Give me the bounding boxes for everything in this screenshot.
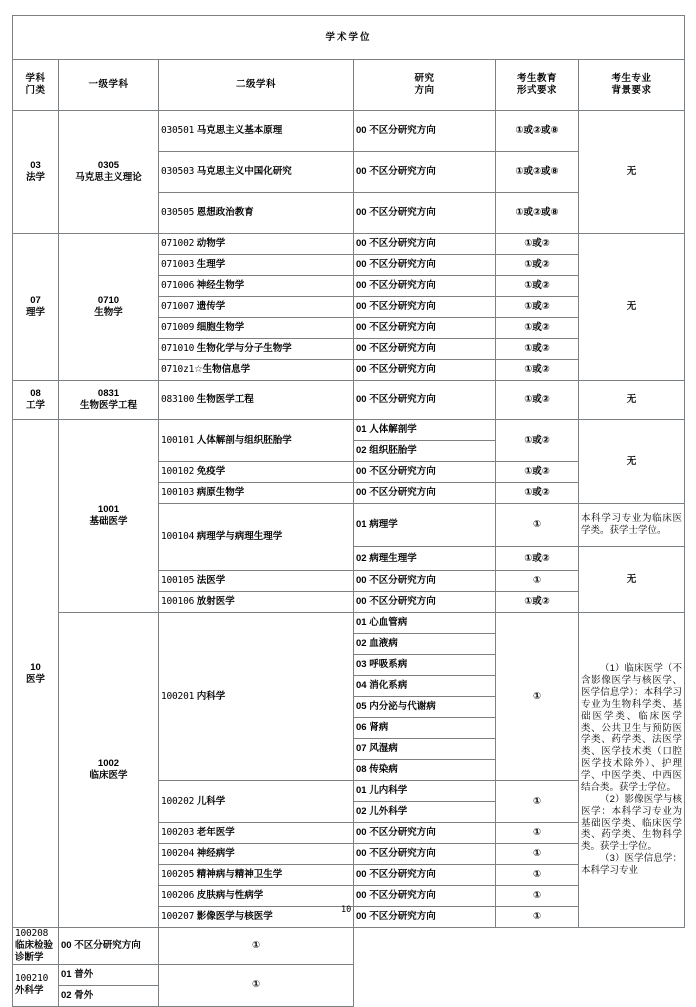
- education-requirement-cell: ①或②或⑧: [496, 111, 579, 152]
- header-education-requirement-line2: 形式要求: [516, 85, 557, 96]
- education-requirement-cell: ①或②或⑧: [496, 193, 579, 234]
- subject-code: 071002: [161, 238, 195, 250]
- direction-cell: 05 内分泌与代谢病: [354, 697, 496, 718]
- page-number: 10: [341, 905, 352, 915]
- discipline-cell: [59, 234, 159, 381]
- subject-name: 皮肤病与性病学: [196, 890, 264, 902]
- direction-cell: 00 不区分研究方向: [354, 152, 496, 193]
- education-requirement-cell: ①: [159, 964, 354, 1006]
- subject-name: 临床检验诊断学: [15, 939, 54, 963]
- subject-cell: [159, 571, 354, 592]
- direction-cell: 00 不区分研究方向: [354, 865, 496, 886]
- direction-cell: 00 不区分研究方向: [354, 592, 496, 613]
- category-name: 法学: [25, 172, 45, 183]
- discipline-code: 0710: [97, 295, 120, 307]
- discipline-cell: [59, 111, 159, 234]
- subject-code: 100103: [161, 487, 195, 499]
- header-second-level-discipline: 二级学科: [159, 60, 354, 111]
- subject-cell: [159, 381, 354, 420]
- subject-name: 神经生物学: [196, 280, 245, 292]
- direction-cell: 02 病理生理学: [354, 547, 496, 571]
- subject-name: 生理学: [196, 259, 226, 271]
- discipline-name: 临床医学: [89, 770, 128, 781]
- direction-cell: 00 不区分研究方向: [354, 297, 496, 318]
- degree-program-table: [12, 15, 685, 1007]
- education-requirement-cell: ①: [496, 613, 579, 781]
- discipline-name: 生物学: [94, 307, 123, 318]
- direction-cell: 00 不区分研究方向: [354, 360, 496, 381]
- subject-code: 100203: [161, 827, 195, 839]
- page-title: 学术学位: [13, 16, 685, 60]
- direction-cell: 02 儿外科学: [354, 802, 496, 823]
- subject-cell: [159, 152, 354, 193]
- subject-cell: [159, 234, 354, 255]
- subject-name: 病原生物学: [196, 487, 245, 499]
- subject-cell: [159, 420, 354, 462]
- category-code: 07: [30, 295, 41, 307]
- header-research-direction: [354, 60, 496, 111]
- education-requirement-cell: ①: [496, 886, 579, 907]
- discipline-code: 1002: [97, 758, 120, 770]
- subject-name: 儿科学: [196, 795, 226, 807]
- discipline-cell: [59, 613, 159, 928]
- subject-cell: [159, 318, 354, 339]
- subject-name: 免疫学: [196, 466, 226, 478]
- education-requirement-cell: ①或②: [496, 276, 579, 297]
- subject-cell: [159, 462, 354, 483]
- direction-cell: 02 组织胚胎学: [354, 441, 496, 462]
- subject-name: 外科学: [15, 985, 44, 997]
- subject-name: 生物医学工程: [196, 394, 254, 406]
- header-research-direction-line1: 研究: [414, 73, 435, 85]
- direction-cell: 00 不区分研究方向: [354, 193, 496, 234]
- subject-code: 071006: [161, 280, 195, 292]
- education-requirement-cell: ①或②或⑧: [496, 152, 579, 193]
- subject-cell: [159, 886, 354, 907]
- direction-cell: 00 不区分研究方向: [354, 255, 496, 276]
- subject-cell: [13, 928, 59, 965]
- education-requirement-cell: ①: [496, 571, 579, 592]
- subject-code: 071010: [161, 343, 195, 355]
- education-requirement-cell: ①: [496, 504, 579, 547]
- background-cell: 无: [579, 381, 685, 420]
- subject-name: 人体解剖与组织胚胎学: [196, 434, 292, 446]
- table-row: [13, 613, 685, 634]
- subject-code: 100104: [161, 531, 195, 543]
- background-paragraph-2: （2）影像医学与核医学：本科学习专业为基础医学类、临床医学类、药学类、生物科学类。获学士学位。: [581, 793, 683, 853]
- subject-code: 0710z1: [161, 364, 195, 376]
- category-code: 10: [30, 661, 41, 673]
- discipline-code: 0305: [97, 160, 120, 172]
- subject-cell: [159, 483, 354, 504]
- table-row: [13, 381, 685, 420]
- header-research-direction-line2: 方向: [414, 85, 435, 96]
- header-major-background-line2: 背景要求: [611, 85, 652, 96]
- education-requirement-cell: ①或②: [496, 381, 579, 420]
- direction-cell: 00 不区分研究方向: [354, 907, 496, 928]
- background-paragraph-3: （3）医学信息学：本科学习专业: [581, 853, 683, 876]
- background-cell: 无: [579, 111, 685, 234]
- subject-code: 100102: [161, 466, 195, 478]
- table-row: [13, 420, 685, 441]
- direction-cell: 01 儿内科学: [354, 781, 496, 802]
- education-requirement-cell: ①或②: [496, 592, 579, 613]
- direction-cell: 00 不区分研究方向: [354, 886, 496, 907]
- direction-cell: 00 不区分研究方向: [354, 339, 496, 360]
- subject-code: 030503: [161, 166, 195, 178]
- header-category: [13, 60, 59, 111]
- direction-cell: 00 不区分研究方向: [354, 276, 496, 297]
- subject-name: 恩想政治教育: [196, 207, 254, 219]
- subject-cell: [159, 360, 354, 381]
- direction-cell: 02 血液病: [354, 634, 496, 655]
- category-name: 工学: [25, 400, 45, 411]
- subject-cell: [159, 613, 354, 781]
- education-requirement-cell: ①: [496, 823, 579, 844]
- subject-cell: [159, 339, 354, 360]
- header-category-line2: 门类: [25, 85, 46, 96]
- subject-name: 生物化学与分子生物学: [196, 343, 292, 355]
- subject-code: 071007: [161, 301, 195, 313]
- subject-cell: [159, 297, 354, 318]
- discipline-name: 基础医学: [89, 516, 128, 527]
- header-major-background: [579, 60, 685, 111]
- direction-cell: 00 不区分研究方向: [354, 844, 496, 865]
- header-education-requirement-line1: 考生教育: [516, 73, 557, 85]
- education-requirement-cell: ①或②: [496, 255, 579, 276]
- background-cell: 本科学习专业为临床医学类。获学士学位。: [579, 504, 685, 547]
- subject-name: 精神病与精神卫生学: [196, 869, 283, 881]
- direction-cell: 00 不区分研究方向: [354, 462, 496, 483]
- education-requirement-cell: ①或②: [496, 462, 579, 483]
- subject-code: 100204: [161, 848, 195, 860]
- subject-cell: [159, 592, 354, 613]
- category-code: 03: [30, 160, 41, 172]
- subject-cell: [159, 907, 354, 928]
- subject-code: 071003: [161, 259, 195, 271]
- background-cell: 无: [579, 547, 685, 613]
- discipline-name: 生物医学工程: [79, 400, 137, 411]
- discipline-cell: [59, 420, 159, 613]
- table-header-row: [13, 60, 685, 111]
- education-requirement-cell: ①或②: [496, 318, 579, 339]
- education-requirement-cell: ①: [159, 928, 354, 965]
- subject-code: 100210: [15, 973, 49, 985]
- subject-cell: [159, 504, 354, 571]
- subject-cell: [159, 255, 354, 276]
- education-requirement-cell: ①或②: [496, 339, 579, 360]
- subject-cell: [159, 111, 354, 152]
- direction-cell: 06 肾病: [354, 718, 496, 739]
- background-cell: 无: [579, 420, 685, 504]
- discipline-code: 0831: [97, 388, 120, 400]
- discipline-name: 马克思主义理论: [75, 172, 142, 183]
- subject-cell: [159, 276, 354, 297]
- subject-code: 071009: [161, 322, 195, 334]
- table-row: [13, 234, 685, 255]
- subject-code: 100205: [161, 869, 195, 881]
- subject-code: 030505: [161, 207, 195, 219]
- subject-code: 100202: [161, 795, 195, 807]
- category-cell: [13, 420, 59, 928]
- direction-cell: 02 骨外: [59, 985, 159, 1006]
- discipline-code: 1001: [97, 504, 120, 516]
- subject-name: 内科学: [196, 690, 226, 702]
- category-cell: [13, 234, 59, 381]
- education-requirement-cell: ①: [496, 865, 579, 886]
- subject-code: 030501: [161, 125, 195, 137]
- subject-name: 神经病学: [196, 848, 235, 860]
- direction-cell: 01 病理学: [354, 504, 496, 547]
- direction-cell: 00 不区分研究方向: [354, 483, 496, 504]
- subject-cell: [159, 823, 354, 844]
- category-cell: [13, 111, 59, 234]
- direction-cell: 00 不区分研究方向: [354, 318, 496, 339]
- education-requirement-cell: ①或②: [496, 547, 579, 571]
- education-requirement-cell: ①: [496, 907, 579, 928]
- table-row: [13, 964, 685, 985]
- direction-cell: 01 人体解剖学: [354, 420, 496, 441]
- education-requirement-cell: ①或②: [496, 297, 579, 318]
- subject-name: 动物学: [196, 238, 226, 250]
- category-code: 08: [30, 388, 41, 400]
- subject-name: ☆生物信息学: [194, 364, 251, 376]
- direction-cell: 00 不区分研究方向: [59, 928, 159, 965]
- education-requirement-cell: ①: [496, 844, 579, 865]
- header-first-level-discipline: 一级学科: [59, 60, 159, 111]
- subject-name: 放射医学: [196, 596, 235, 608]
- subject-name: 遗传学: [196, 301, 226, 313]
- table-row: [13, 111, 685, 152]
- subject-cell: [159, 844, 354, 865]
- header-education-requirement: [496, 60, 579, 111]
- subject-cell: [159, 193, 354, 234]
- direction-cell: 04 消化系病: [354, 676, 496, 697]
- subject-code: 083100: [161, 394, 195, 406]
- subject-cell: [159, 781, 354, 823]
- subject-code: 100201: [161, 690, 195, 702]
- category-cell: [13, 381, 59, 420]
- education-requirement-cell: ①或②: [496, 234, 579, 255]
- subject-name: 老年医学: [196, 827, 235, 839]
- background-cell: [579, 613, 685, 928]
- education-requirement-cell: ①: [496, 781, 579, 823]
- education-requirement-cell: ①或②: [496, 483, 579, 504]
- table-row: [13, 928, 685, 965]
- subject-code: 100106: [161, 596, 195, 608]
- table-title-row: [13, 16, 685, 60]
- background-paragraph-1: （1）临床医学（不含影像医学与核医学、医学信息学）：本科学习专业为生物科学类、基础医学类、临床医学类、公共卫生与预防医学类、药学类、法医学类、医学技术类（口腔医学技术除外）、护理学、中医学类、中西医结合类。获学士学位。: [581, 663, 683, 793]
- subject-name: 影像医学与核医学: [196, 911, 273, 923]
- header-category-line1: 学科: [25, 73, 46, 85]
- subject-cell: [13, 964, 59, 1006]
- direction-cell: 08 传染病: [354, 760, 496, 781]
- direction-cell: 01 心血管病: [354, 613, 496, 634]
- category-name: 理学: [25, 307, 45, 318]
- direction-cell: 01 普外: [59, 964, 159, 985]
- subject-cell: [159, 865, 354, 886]
- direction-cell: 00 不区分研究方向: [354, 823, 496, 844]
- subject-name: 细胞生物学: [196, 322, 245, 334]
- subject-code: 100207: [161, 911, 195, 923]
- subject-code: 100208: [15, 928, 49, 939]
- subject-name: 马克思主义基本原理: [196, 125, 283, 137]
- subject-name: 病理学与病理生理学: [196, 531, 283, 543]
- background-cell: 无: [579, 234, 685, 381]
- subject-code: 100101: [161, 434, 195, 446]
- direction-cell: 00 不区分研究方向: [354, 381, 496, 420]
- subject-code: 100206: [161, 890, 195, 902]
- subject-name: 法医学: [196, 575, 226, 587]
- education-requirement-cell: ①或②: [496, 420, 579, 462]
- header-major-background-line1: 考生专业: [611, 73, 652, 85]
- education-requirement-cell: ①或②: [496, 360, 579, 381]
- direction-cell: 00 不区分研究方向: [354, 571, 496, 592]
- category-name: 医学: [25, 673, 45, 685]
- direction-cell: 00 不区分研究方向: [354, 111, 496, 152]
- discipline-cell: [59, 381, 159, 420]
- direction-cell: 00 不区分研究方向: [354, 234, 496, 255]
- direction-cell: 03 呼吸系病: [354, 655, 496, 676]
- subject-code: 100105: [161, 575, 195, 587]
- direction-cell: 07 风湿病: [354, 739, 496, 760]
- subject-name: 马克思主义中国化研究: [196, 166, 292, 178]
